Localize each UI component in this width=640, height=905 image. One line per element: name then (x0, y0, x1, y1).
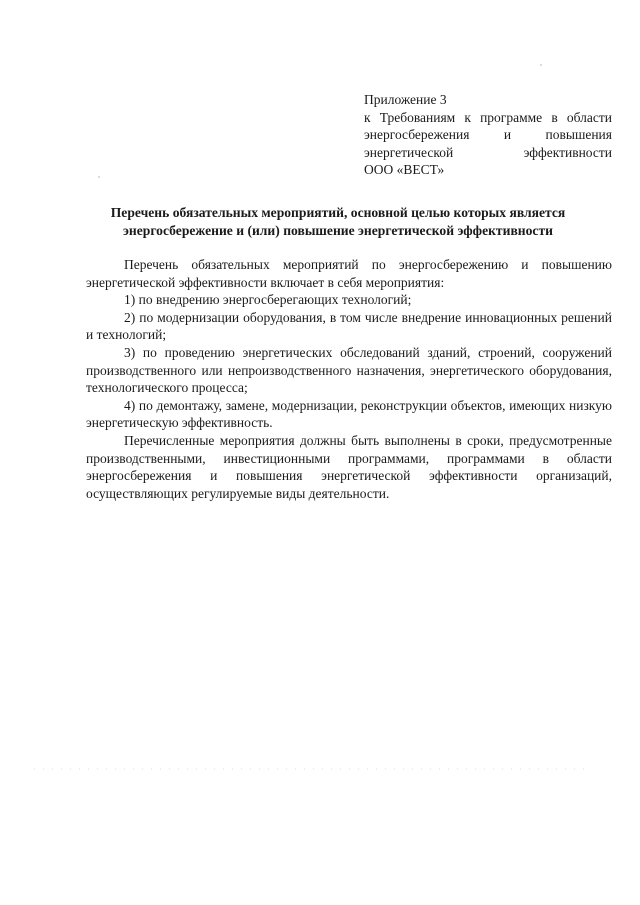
list-item: 3) по проведению энергетических обследований зданий, строений, сооружений производственного или непроизводственного назначения, энергетического оборудования, технологического процесса; (86, 344, 612, 396)
document-title: Перечень обязательных мероприятий, основной целью которых является энергосбережение и (или) повышение энергетической эффективности (110, 205, 566, 238)
appendix-reference-line: к Требованиям к программе в области (364, 109, 612, 125)
list-item: 4) по демонтажу, замене, модернизации, реконструкции объектов, имеющих низкую энергетическую эффективность. (86, 397, 612, 431)
scan-speck (98, 176, 100, 178)
closing-paragraph: Перечисленные мероприятия должны быть выполнены в сроки, предусмотренные производственными, инвестиционными программами, программами в области энергосбережения и повышения энергетической эффективности организаций, осуществляющих регулируемые виды деятельности. (86, 432, 612, 501)
list-item: 1) по внедрению энергосберегающих технологий; (124, 292, 412, 308)
appendix-number: Приложение 3 (364, 92, 447, 107)
scan-speck (540, 64, 542, 66)
appendix-organization: ООО «ВЕСТ» (364, 162, 445, 177)
intro-paragraph: Перечень обязательных мероприятий по энергосбережению и повышению энергетической эффективности включает в себя мероприятия: (86, 257, 612, 290)
scan-artifact-line (30, 768, 590, 770)
appendix-block (364, 91, 612, 179)
appendix-reference-line: энергосбережения и повышения (364, 127, 612, 142)
list-item: 2) по модернизации оборудования, в том числе внедрение инновационных решений и технологий; (86, 309, 612, 343)
document-body (86, 256, 612, 502)
appendix-reference-line: энергетической эффективности (364, 144, 612, 160)
